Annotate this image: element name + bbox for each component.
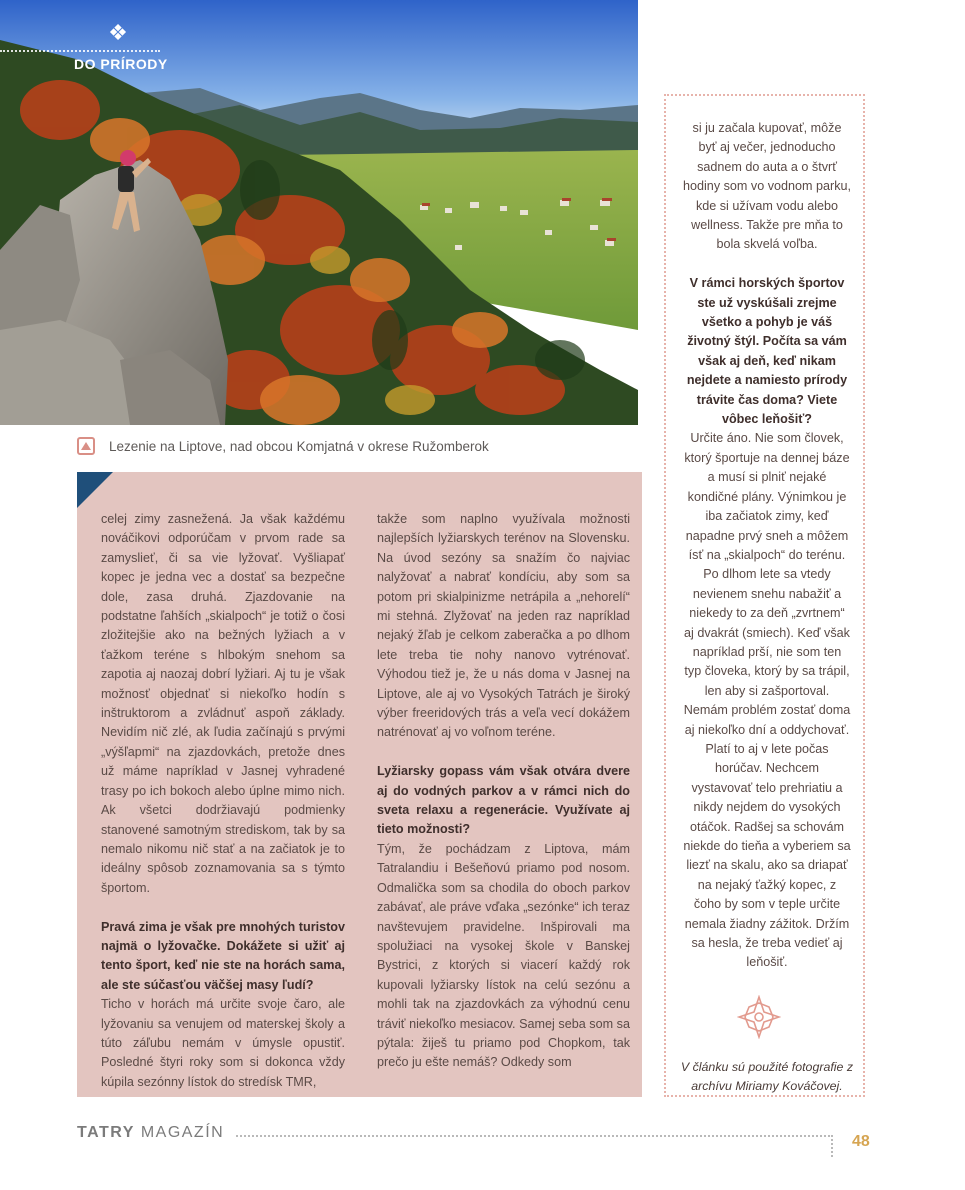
paragraph: Ticho v horách má určite svoje čaro, ale lyžovaniu sa venujem od materskej školy a túto záľubu nemám v úmysle opustiť. Posledné štyri roky som si dokonca vždy kúpila sezónny lístok do stredísk TMR,	[101, 997, 345, 1089]
magazine-brand	[77, 1124, 224, 1142]
corner-flag	[77, 472, 113, 508]
paragraph: Tým, že pochádzam z Liptova, mám Tatralandiu i Bešeňovú priamo pod nosom. Odmalička som sa chodila do oboch parkov zabávať, ale práve vďaka „sezónke“ ich teraz navštevujem pravidelne. Inšpirovali ma spolužiaci na vysokej škole v Banskej Bystrici, z ktorých si viacerí každý rok kupovali lyžiarsky lístok na celú sezónu a mohli tak na zjazdovkách za výhodnú cenu tráviť niekoľko mesiacov. Samej seba som sa pýtala: žiješ tu priamo pod Chopkom, tak prečo ju ešte nemáš? Odkedy som	[377, 841, 630, 1070]
caption-text: Lezenie na Liptove, nad obcou Komjatná v okrese Ružomberok	[109, 438, 489, 454]
interview-question: Lyžiarsky gopass vám však otvára dvere aj do vodných parkov a v rámci nich do sveta relaxu a regenerácie. Využívate aj tieto možnosti?	[377, 764, 630, 837]
triangle-up-icon	[77, 437, 95, 455]
interview-question: V rámci horských športov ste už vyskúšali zrejme všetko a pohyb je váš životný štýl. Počíta sa vám však aj deň, keď nikam nejdete a namiesto prírody trávite čas doma? Viete vôbec leňošiť?	[686, 276, 848, 427]
paragraph: celej zimy zasnežená. Ja však každému nováčikovi odporúčam v prvom rade sa zamyslieť, či sa vie lyžovať. Vyšliapať kopec je jedna vec a dostať sa bezpečne dole, zasa druhá. Zjazdovanie na podstatne ľahších „skialpoch“ je totiž o čosi zložitejšie ako na bežných lyžiach a v ťažkom teréne s hlbokým snehom sa zapotia aj naozaj dobrí lyžiari. Aj tu je však možnosť objednať si niekoľko hodín s inštruktorom a zvládnuť aspoň základy. Nevidím nič zlé, ak ľudia začínajú s prvými „výšľapmi“ na zjazdovkách, pretože dnes už máme napríklad v Jasnej vyhradené trasy po ich bokoch alebo úplne mimo nich. Ak všetci dodržiavajú podmienky stanovené samotným strediskom, tak by sa nemalo nikomu nič stať a na začiatok je to ideálny spôsob zoznamovania sa s týmto športom.	[101, 512, 345, 895]
brand-light: MAGAZÍN	[140, 1124, 225, 1141]
section-label	[74, 20, 168, 72]
article-column-left	[101, 510, 345, 1092]
page-number: 48	[852, 1133, 870, 1150]
star-ornament-icon	[737, 995, 781, 1039]
hero-photo	[0, 0, 638, 425]
article-column-right	[683, 119, 851, 973]
footer-divider-tick	[831, 1135, 833, 1157]
paragraph: si ju začala kupovať, môže byť aj večer, jednoducho sadnem do auta a o štvrť hodiny som vo vodnom parku, kde si užívam vodu alebo wellness. Takže pre mňa to bola skvelá voľba.	[683, 121, 852, 252]
photo-caption	[77, 434, 489, 458]
paragraph: takže som naplno využívala možnosti najlepších lyžiarskych terénov na Slovensku. Na úvod sezóny sa snažím čo najviac nalyžovať a nabrať kondíciu, aby som sa potom pri skialpinizme netrápila a „nehorelí“ mi stehná. Zlyžovať na jeden raz napríklad nejaký žľab je celkom zaberačka a po dlhom lete treba tie nohy nanovo vytrénovať. Výhodou tiež je, že u nás doma v Jasnej na Liptove, ale aj vo Vysokých Tatrách je široký výber freeridových trás a veľa vecí dokážem natrénovať aj vo voľnom teréne.	[377, 512, 630, 740]
brand-bold: TATRY	[77, 1124, 135, 1141]
article-column-middle	[377, 510, 630, 1073]
section-title: DO PRÍRODY	[74, 56, 168, 72]
interview-question: Pravá zima je však pre mnohých turistov najmä o lyžovačke. Dokážete si užiť aj tento šport, keď nie ste na horách sama, ale ste súčasťou väčšej masy ľudí?	[101, 919, 345, 992]
diamond-ornament-icon: ❖	[108, 20, 128, 45]
footer-divider	[236, 1135, 830, 1137]
article-panel	[77, 472, 642, 1097]
paragraph: Určite áno. Nie som človek, ktorý športuje na dennej báze a musí si plniť nejaké kondičné plány. Výnimkou je iba začiatok zimy, keď napadne prvý sneh a môžem ísť na „skialpoch“ do terénu. Po dlhom lete sa vtedy nevienem snehu nabažiť a niekedy to za deň „zvrtnem“ aj dvakrát (smiech). Keď však napríklad prší, nie som ten typ človeka, ktorý by sa trápil, len aby si zašportoval. Nemám problém zostať doma aj niekoľko dní a oddychovať. Platí to aj v lete počas horúčav. Nechcem vystavovať telo prehriatiu a nikdy nejdem do vysokých otáčok. Radšej sa schovám niekde do tieňa a vyberiem sa liezť na skalu, ako sa driapať na nejaký ťažký kopec, z čoho by som v teple určite nemala žiadny zážitok. Držím sa hesla, že treba vedieť aj leňošiť.	[683, 431, 851, 970]
photo-credit: V článku sú použité fotografie z archívu Miriamy Kováčovej.	[680, 1060, 854, 1093]
section-divider	[0, 50, 160, 52]
